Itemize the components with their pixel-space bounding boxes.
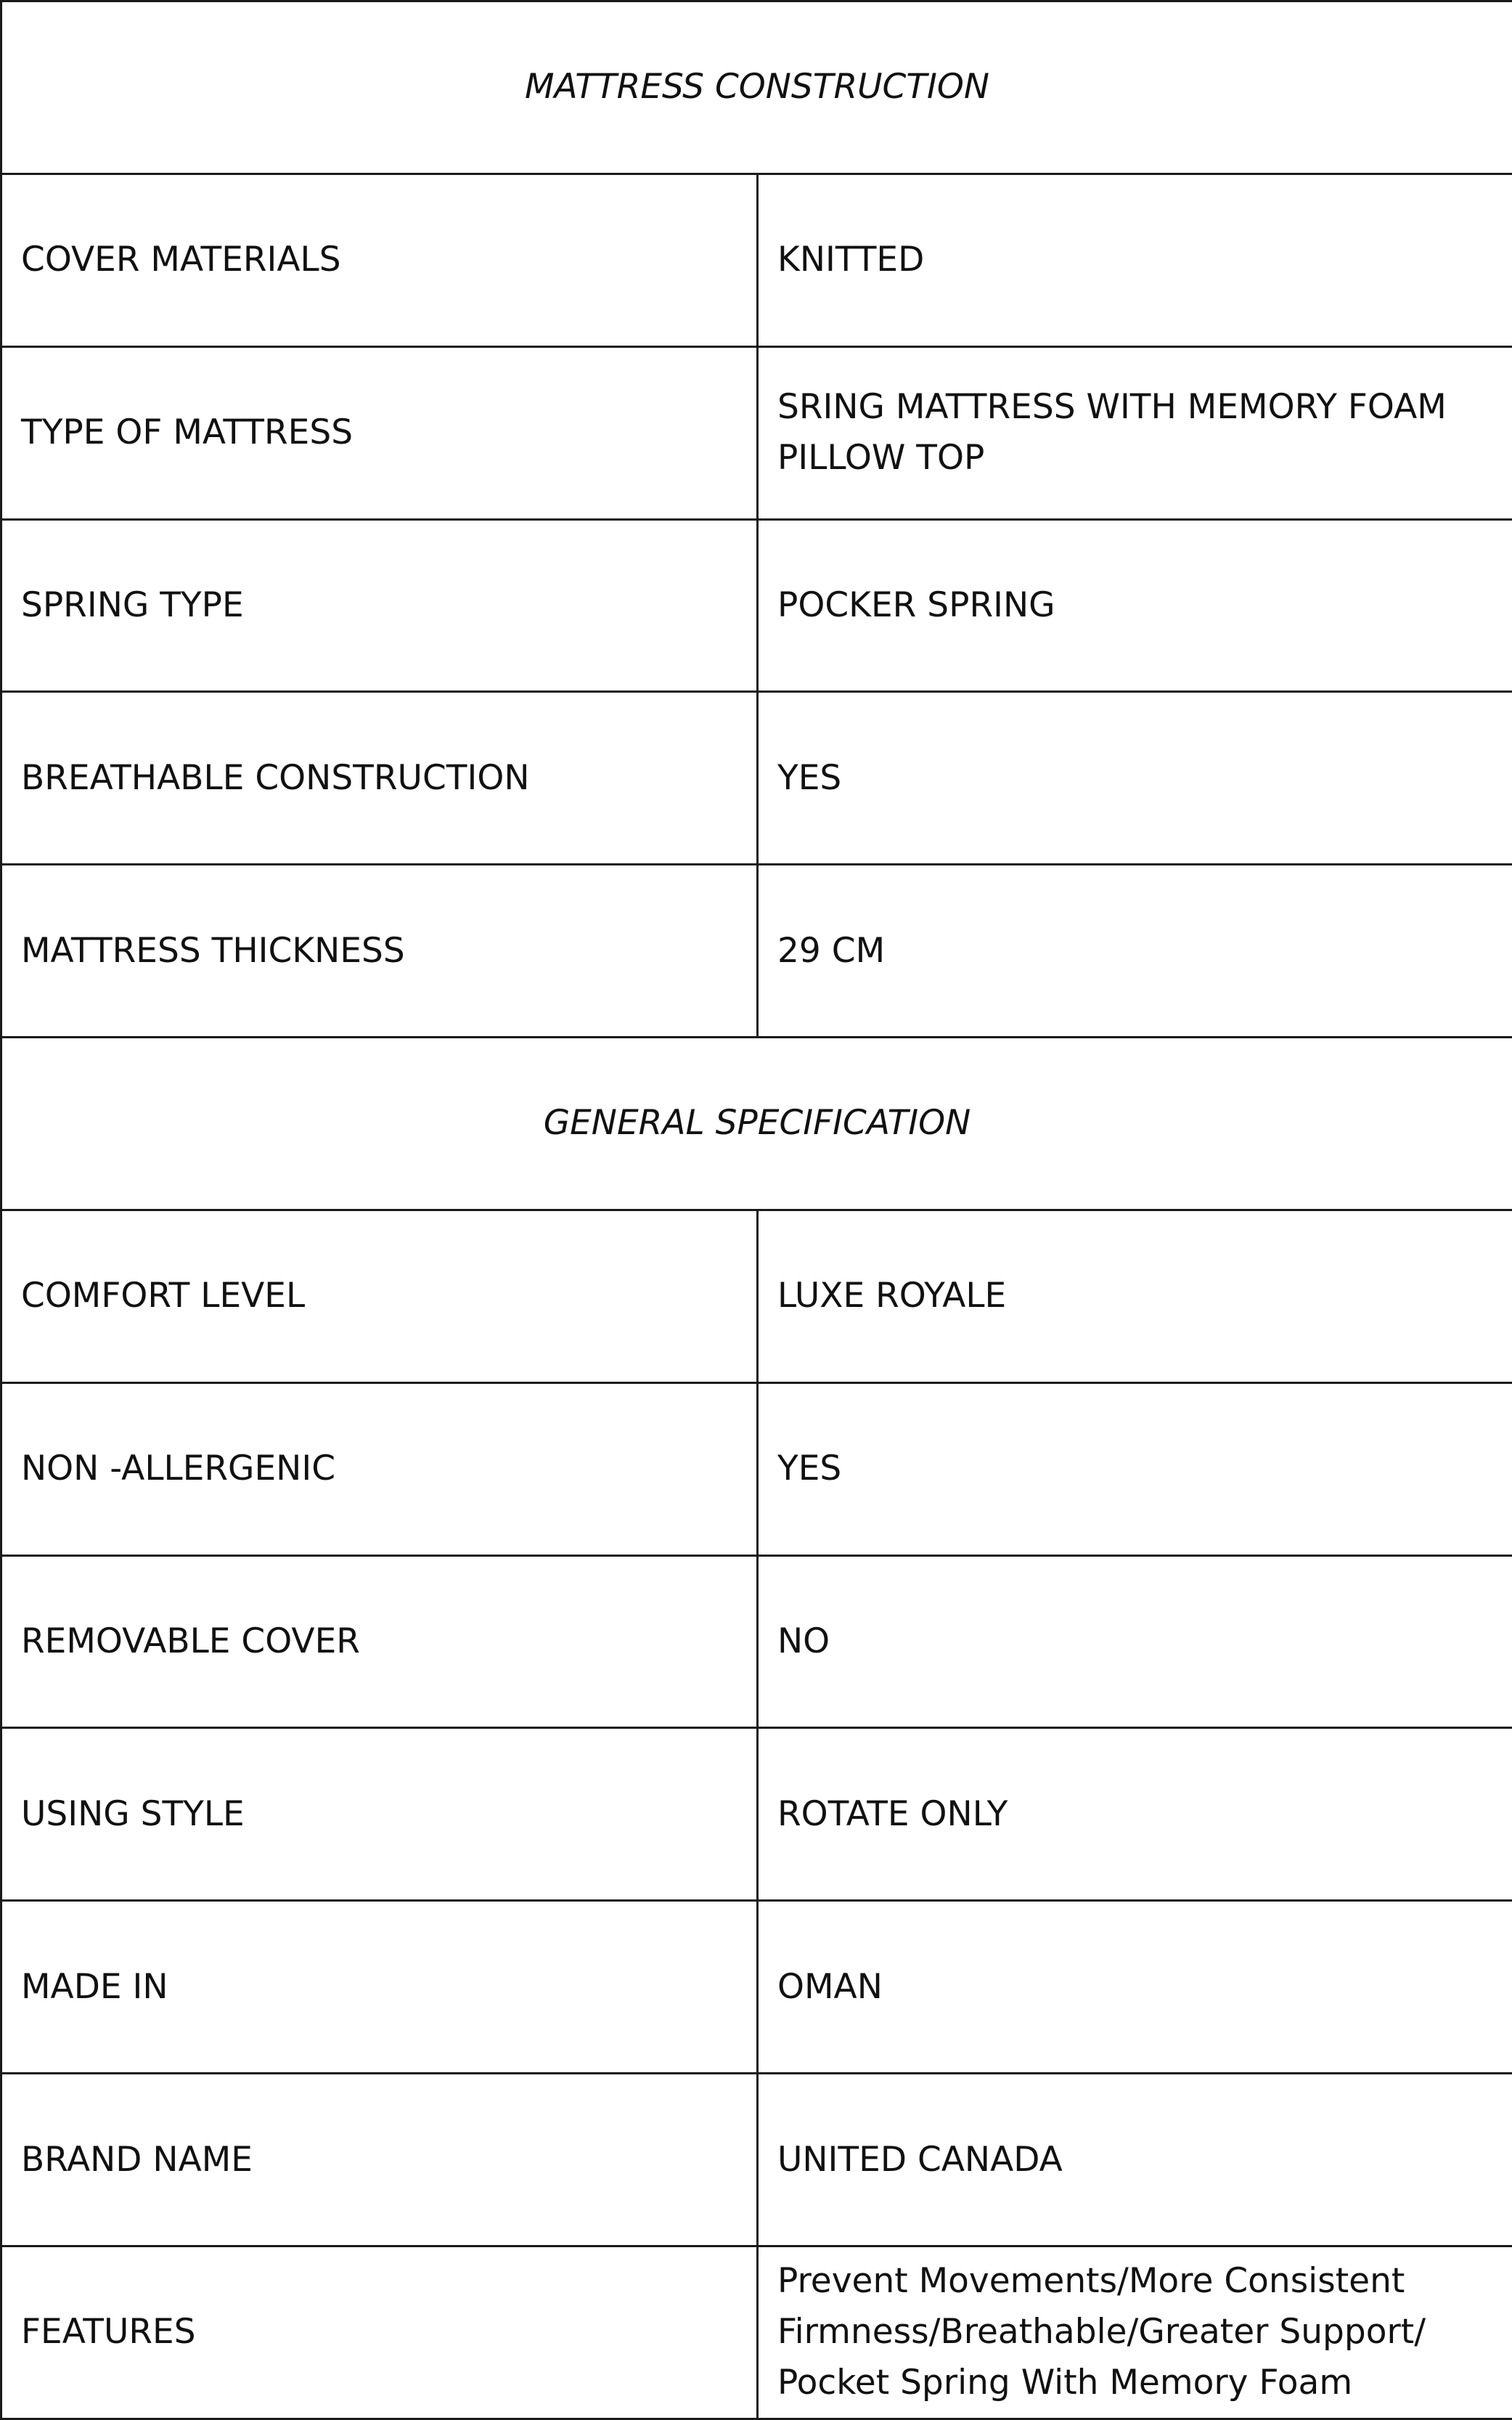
row-value: ROTATE ONLY bbox=[758, 1728, 1512, 1901]
row-value: NO bbox=[758, 1555, 1512, 1728]
row-value: OMAN bbox=[758, 1901, 1512, 2074]
section-title-general-specification: GENERAL SPECIFICATION bbox=[1, 1038, 1512, 1210]
row-value: YES bbox=[758, 1382, 1512, 1555]
row-label: NON -ALLERGENIC bbox=[1, 1382, 758, 1555]
row-label: USING STYLE bbox=[1, 1728, 758, 1901]
table-row bbox=[1, 519, 1512, 692]
row-label: COMFORT LEVEL bbox=[1, 1210, 758, 1382]
row-label: SPRING TYPE bbox=[1, 519, 758, 692]
table-row bbox=[1, 346, 1512, 519]
table-row bbox=[1, 1210, 1512, 1382]
table-row bbox=[1, 1555, 1512, 1728]
row-label: BREATHABLE CONSTRUCTION bbox=[1, 692, 758, 865]
row-label: TYPE OF MATTRESS bbox=[1, 346, 758, 519]
table-row bbox=[1, 865, 1512, 1038]
row-label: BRAND NAME bbox=[1, 2074, 758, 2246]
table-row bbox=[1, 1901, 1512, 2074]
row-label: REMOVABLE COVER bbox=[1, 1555, 758, 1728]
row-label: FEATURES bbox=[1, 2246, 758, 2419]
row-value: SRING MATTRESS WITH MEMORY FOAM PILLOW TOP bbox=[758, 346, 1512, 519]
table-row bbox=[1, 174, 1512, 346]
section-title-mattress-construction: MATTRESS CONSTRUCTION bbox=[1, 1, 1512, 174]
row-value: KNITTED bbox=[758, 174, 1512, 346]
row-value: YES bbox=[758, 692, 1512, 865]
table-row bbox=[1, 1728, 1512, 1901]
table-row bbox=[1, 2246, 1512, 2419]
table-row bbox=[1, 692, 1512, 865]
row-value: Prevent Movements/More Consistent Firmness/Breathable/Greater Support/ Pocket Spring With Memory Foam bbox=[758, 2246, 1512, 2419]
table-row bbox=[1, 1382, 1512, 1555]
row-label: MADE IN bbox=[1, 1901, 758, 2074]
section-header-row bbox=[1, 1038, 1512, 1210]
row-label: COVER MATERIALS bbox=[1, 174, 758, 346]
row-value: POCKER SPRING bbox=[758, 519, 1512, 692]
row-label: MATTRESS THICKNESS bbox=[1, 865, 758, 1038]
row-value: UNITED CANADA bbox=[758, 2074, 1512, 2246]
table-row bbox=[1, 2074, 1512, 2246]
row-value: 29 CM bbox=[758, 865, 1512, 1038]
section-header-row bbox=[1, 1, 1512, 174]
row-value: LUXE ROYALE bbox=[758, 1210, 1512, 1382]
